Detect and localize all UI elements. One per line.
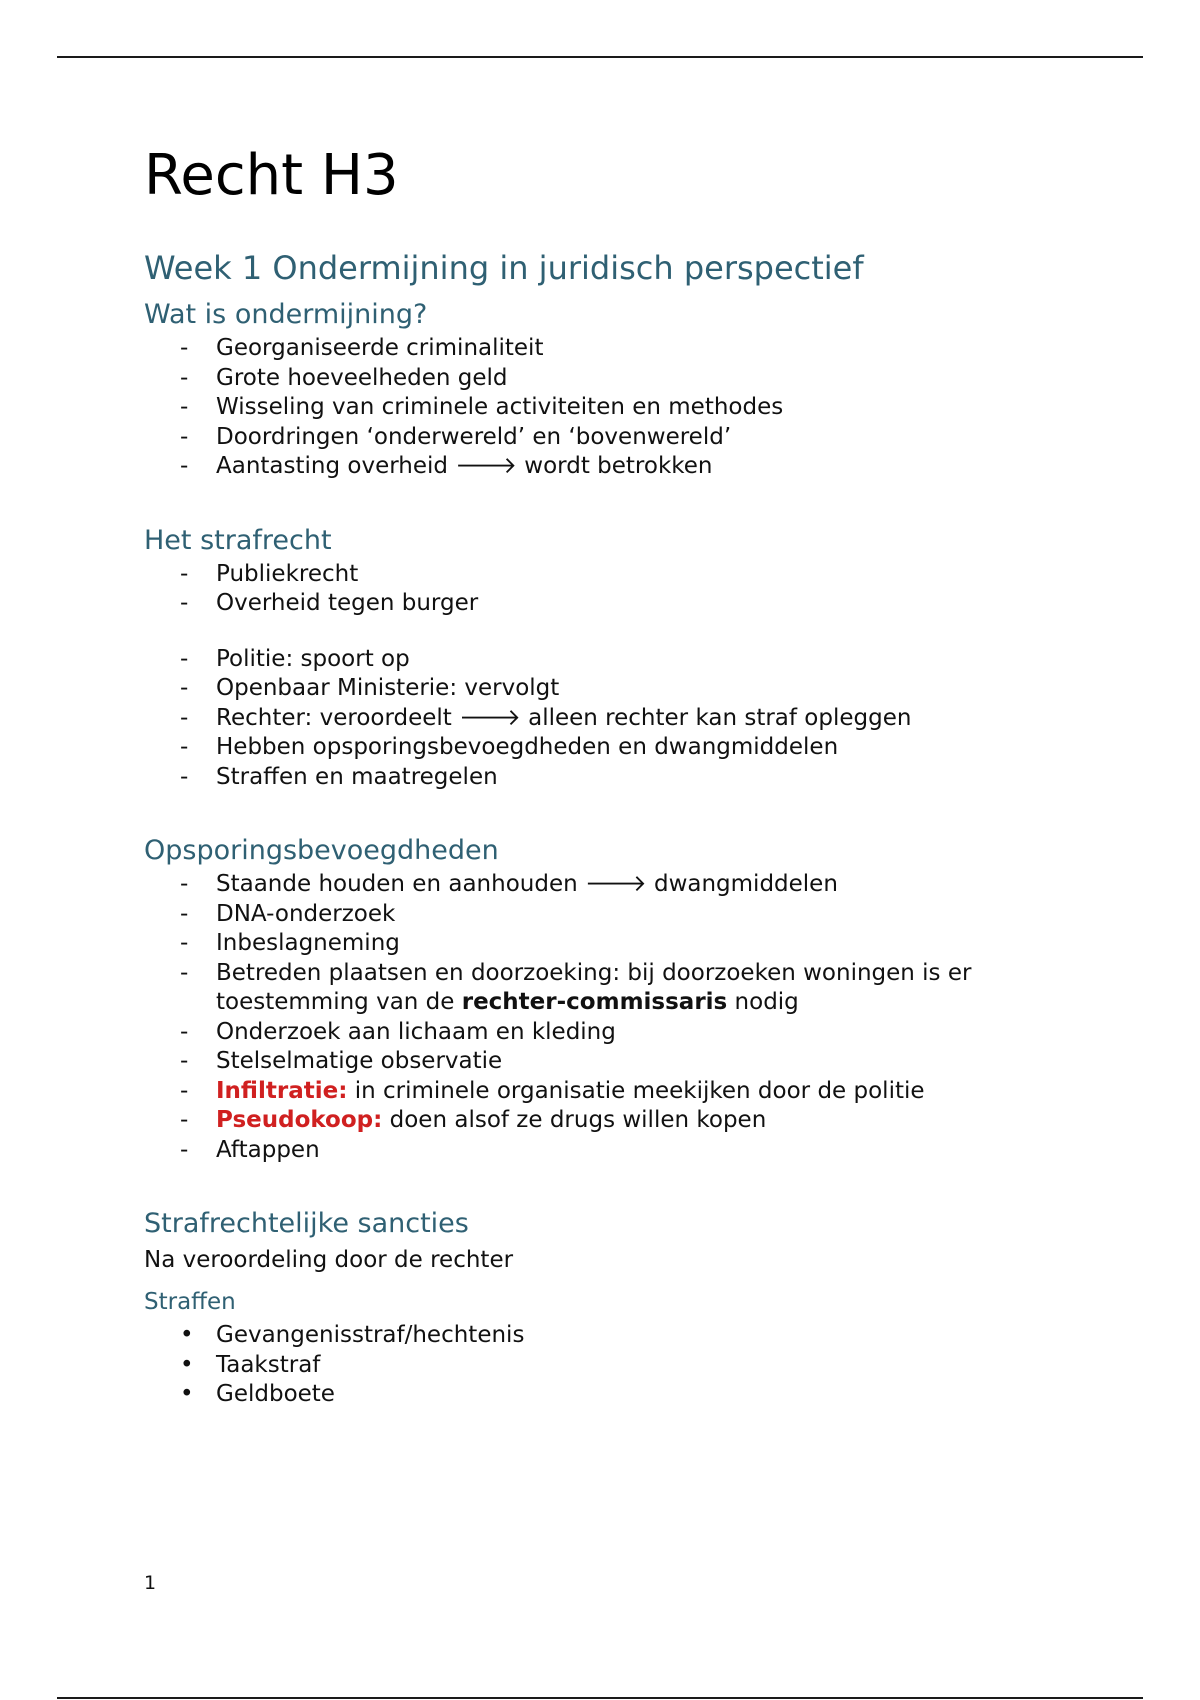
list-item: - Hebben opsporingsbevoegdheden en dwangmiddelen: [144, 733, 1044, 763]
list-item: - Staande houden en aanhouden 🡒 dwangmiddelen: [144, 870, 1044, 900]
list-item: - Wisseling van criminele activiteiten en methodes: [144, 393, 1044, 423]
strafrecht-list-b: [144, 645, 1044, 793]
section-heading-strafrecht: Het strafrecht: [144, 524, 332, 556]
betreden-text: Betreden plaatsen en doorzoeking: bij doorzoeken woningen is er toestemming van de: [216, 959, 972, 1015]
list-item: • Geldboete: [144, 1380, 1044, 1410]
dash-bullet: -: [180, 959, 189, 986]
dash-bullet: -: [180, 1077, 189, 1104]
dash-bullet: -: [180, 560, 189, 587]
straffen-list: [144, 1321, 1044, 1410]
list-item: - Pseudokoop: doen alsof ze drugs willen kopen: [144, 1106, 1044, 1136]
dash-bullet: -: [180, 900, 189, 927]
opsporing-list: [144, 870, 1044, 1165]
list-item: - Grote hoeveelheden geld: [144, 364, 1044, 394]
section-heading-opsporing: Opsporingsbevoegdheden: [144, 835, 499, 866]
dash-bullet: -: [180, 734, 189, 760]
rechter-commissaris-term: rechter-commissaris: [461, 989, 728, 1015]
list-item: - Betreden plaatsen en doorzoeking: bij doorzoeken woningen is er toestemming van de rechter-commissaris nodig: [180, 959, 972, 1015]
ondermijning-list: [144, 334, 1044, 482]
pseudokoop-term: Pseudokoop:: [216, 1107, 383, 1133]
list-item: - DNA-onderzoek: [144, 900, 1044, 930]
list-item: - Straffen en maatregelen: [144, 763, 1044, 793]
list-item: - Aftappen: [144, 1136, 1044, 1166]
list-item: • Gevangenisstraf/hechtenis: [144, 1321, 1044, 1351]
list-item: - Onderzoek aan lichaam en kleding: [144, 1018, 1044, 1048]
dot-bullet: •: [180, 1322, 194, 1348]
dash-bullet: -: [180, 871, 189, 897]
list-item: - Rechter: veroordeelt 🡒 alleen rechter kan straf opleggen: [144, 704, 1044, 734]
page-number: 1: [144, 1572, 157, 1594]
top-rule: [57, 56, 1143, 58]
dash-bullet: -: [180, 930, 189, 956]
document-title: Recht H3: [144, 143, 399, 208]
list-item: - Georganiseerde criminaliteit: [144, 334, 1044, 364]
list-item: • Taakstraf: [144, 1351, 1044, 1381]
list-item: - Politie: spoort op: [144, 645, 1044, 675]
dash-bullet: -: [180, 1136, 189, 1163]
strafrecht-list-a: [144, 560, 1044, 619]
dash-bullet: -: [180, 645, 189, 672]
section-heading-ondermijning: Wat is ondermijning?: [144, 299, 428, 330]
document-body: [144, 140, 1044, 1410]
dash-bullet: -: [180, 1018, 189, 1045]
list-item: - Infiltratie: in criminele organisatie meekijken door de politie: [144, 1077, 1044, 1107]
dash-bullet: -: [180, 335, 189, 361]
list-item: - Doordringen ‘onderwereld’ en ‘bovenwereld’: [144, 423, 1044, 453]
list-item: - Openbaar Ministerie: vervolgt: [144, 674, 1044, 704]
list-item: - Stelselmatige observatie: [144, 1047, 1044, 1077]
dash-bullet: -: [180, 394, 189, 420]
dash-bullet: -: [180, 364, 189, 391]
dash-bullet: -: [180, 1107, 189, 1133]
dash-bullet: -: [180, 423, 189, 450]
dash-bullet: -: [180, 1048, 189, 1074]
dash-bullet: -: [180, 453, 189, 479]
section-heading-sancties: Strafrechtelijke sancties: [144, 1208, 469, 1239]
sancties-intro: Na veroordeling door de rechter: [144, 1247, 514, 1273]
list-item: - Overheid tegen burger: [144, 589, 1044, 619]
dash-bullet: -: [180, 704, 189, 731]
bottom-rule: [57, 1697, 1143, 1699]
list-item: - Aantasting overheid 🡒 wordt betrokken: [144, 452, 1044, 482]
week-heading: Week 1 Ondermijning in juridisch perspectief: [144, 249, 864, 287]
dash-bullet: -: [180, 675, 189, 701]
list-item: - Publiekrecht: [144, 560, 1044, 590]
dash-bullet: -: [180, 590, 189, 616]
infiltratie-term: Infiltratie:: [216, 1077, 348, 1104]
dot-bullet: •: [180, 1381, 194, 1407]
list-item: - Inbeslagneming: [144, 929, 1044, 959]
dash-bullet: -: [180, 763, 189, 790]
subheading-straffen: Straffen: [144, 1289, 236, 1315]
dot-bullet: •: [180, 1351, 194, 1378]
